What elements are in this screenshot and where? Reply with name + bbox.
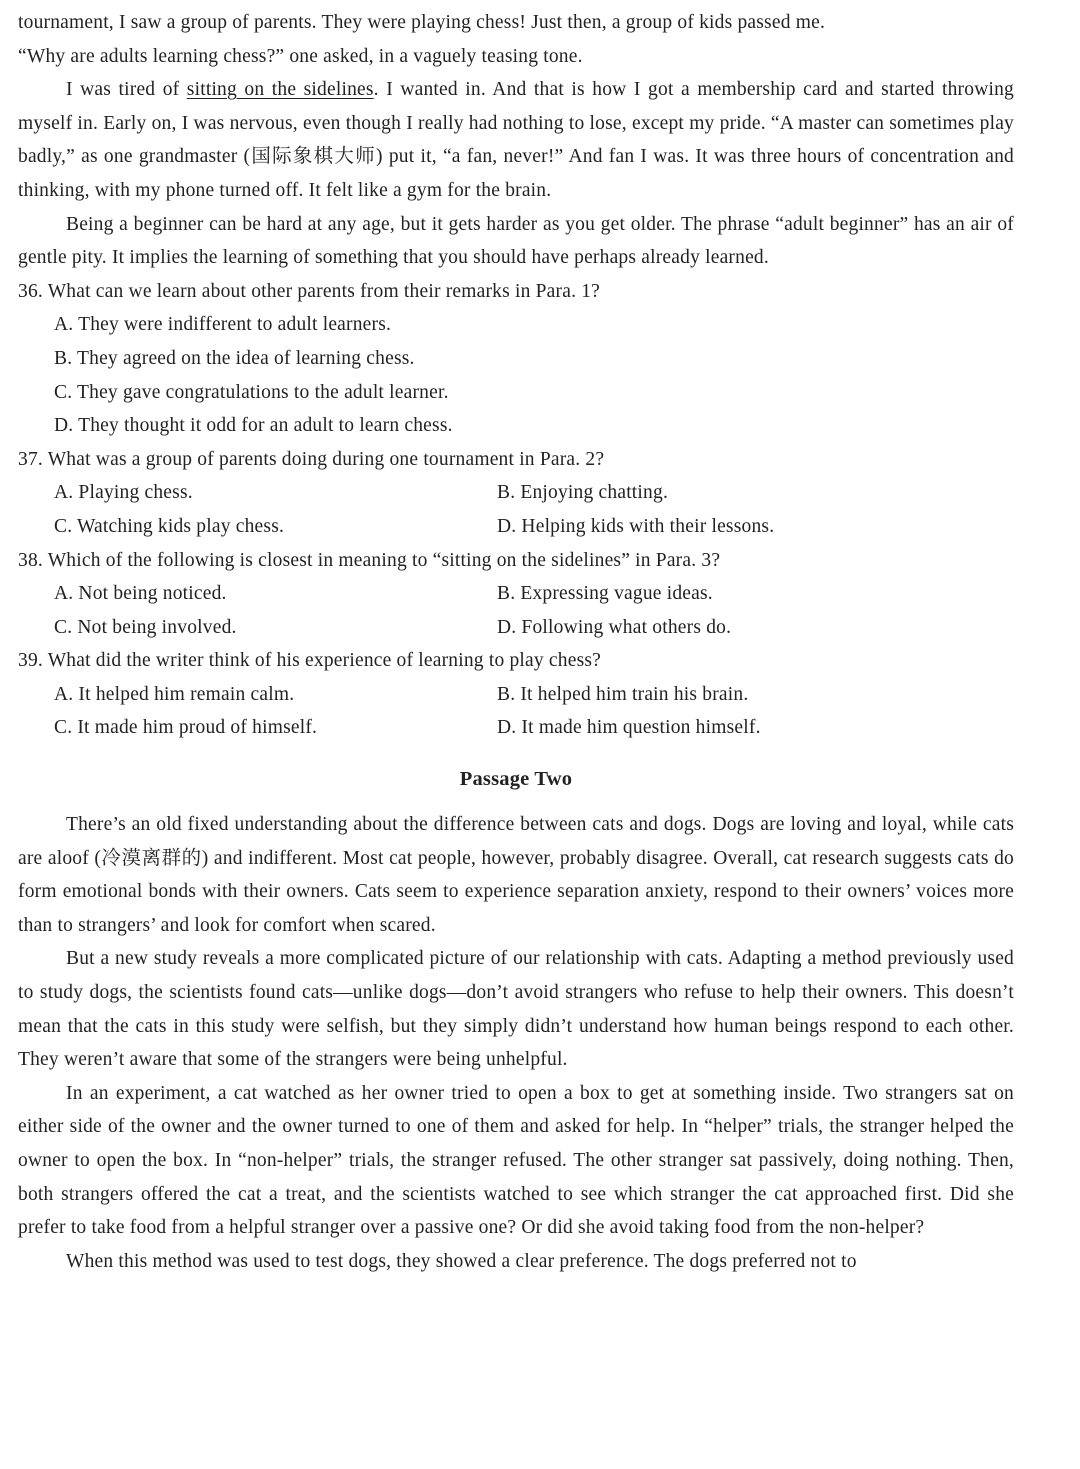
option-c: C. Watching kids play chess.	[54, 515, 285, 537]
question-stem: 39. What did the writer think of his experience of learning to play chess?	[18, 650, 602, 672]
paragraph-text: . I wanted in. And that is how I got a membership card and started throwing myself in. Early on, I was nervous, even though I really had nothing to lose, except my pride. “A master can sometimes play badly,” as one grandmaster (国际象棋大师) put it, “a fan, never!” And fan I was. It was three hours of concentration and thinking, with my phone turned off. It felt like a gym for the brain.	[18, 79, 1014, 201]
option-a: A. It helped him remain calm.	[54, 683, 295, 705]
option-b: B. Expressing vague ideas.	[497, 583, 713, 605]
option-d: D. Helping kids with their lessons.	[497, 515, 775, 537]
paragraph-line: “Why are adults learning chess?” one asked, in a vaguely teasing tone.	[18, 45, 583, 67]
question-37	[18, 443, 1014, 544]
option-c: C. It made him proud of himself.	[54, 717, 318, 739]
options-row	[18, 510, 1014, 544]
exam-page	[18, 6, 1014, 1278]
question-38	[18, 544, 1014, 645]
option-a: A. Playing chess.	[54, 482, 193, 504]
option-d: D. Following what others do.	[497, 616, 732, 638]
question-stem: 37. What was a group of parents doing during one tournament in Para. 2?	[18, 448, 605, 470]
option-c: C. They gave congratulations to the adult learner.	[54, 381, 449, 403]
passage-one-paragraph-3: Being a beginner can be hard at any age, but it gets harder as you get older. The phrase “adult beginner” has an air of gentle pity. It implies the learning of something that you should have perhaps already learned.	[18, 213, 1014, 269]
options-row	[18, 678, 1014, 712]
passage-one-paragraph-2	[18, 73, 1014, 207]
underlined-phrase: sitting on the sidelines	[186, 79, 374, 101]
passage-two-paragraph-4: When this method was used to test dogs, they showed a clear preference. The dogs preferred not to	[66, 1250, 857, 1272]
options-row	[18, 476, 1014, 510]
option-a: A. Not being noticed.	[54, 583, 227, 605]
passage-two-paragraph-1: There’s an old fixed understanding about the difference between cats and dogs. Dogs are loving and loyal, while cats are aloof (冷漠离群的) and indifferent. Most cat people, however, probably disagree. Overall, cat research suggests cats do form emotional bonds with their owners. Cats seem to experience separation anxiety, respond to their owners’ voices more than to strangers’ and look for comfort when scared.	[18, 814, 1014, 936]
paragraph-line: tournament, I saw a group of parents. They were playing chess! Just then, a group of kids passed me.	[18, 12, 826, 33]
options-row	[18, 711, 1014, 745]
option-d: D. They thought it odd for an adult to learn chess.	[54, 415, 453, 437]
passage-two-title: Passage Two	[459, 768, 573, 791]
option-b: B. Enjoying chatting.	[497, 482, 669, 504]
paragraph-text: I was tired of	[66, 79, 187, 101]
passage-two-paragraph-2: But a new study reveals a more complicated picture of our relationship with cats. Adapting a method previously used to study dogs, the scientists found cats—unlike dogs—don’t avoid strangers who refuse to help their owners. This doesn’t mean that the cats in this study were selfish, but they simply didn’t understand how human beings respond to each other. They weren’t aware that some of the strangers were being unhelpful.	[18, 948, 1014, 1071]
passage-one-paragraph-1	[18, 6, 1014, 73]
question-stem: 38. Which of the following is closest in meaning to “sitting on the sidelines” in Para. 3?	[18, 549, 721, 571]
question-36	[18, 275, 1014, 443]
question-39	[18, 644, 1014, 745]
options-row	[18, 611, 1014, 645]
question-stem: 36. What can we learn about other parents from their remarks in Para. 1?	[18, 280, 601, 302]
option-b: B. It helped him train his brain.	[497, 683, 749, 705]
passage-two-paragraph-3: In an experiment, a cat watched as her owner tried to open a box to get at something inside. Two strangers sat on either side of the owner and the owner turned to one of them and asked for help. In “helper” trials, the stranger helped the owner to open the box. In “non-helper” trials, the stranger refused. The other stranger sat passively, doing nothing. Then, both strangers offered the cat a treat, and the scientists watched to see which stranger the cat approached first. Did she prefer to take food from a helpful stranger over a passive one? Or did she avoid taking food from the non-helper?	[18, 1082, 1014, 1239]
options-row	[18, 577, 1014, 611]
option-a: A. They were indifferent to adult learners.	[54, 314, 392, 336]
option-d: D. It made him question himself.	[497, 717, 761, 739]
option-b: B. They agreed on the idea of learning chess.	[54, 347, 415, 369]
option-c: C. Not being involved.	[54, 616, 237, 638]
